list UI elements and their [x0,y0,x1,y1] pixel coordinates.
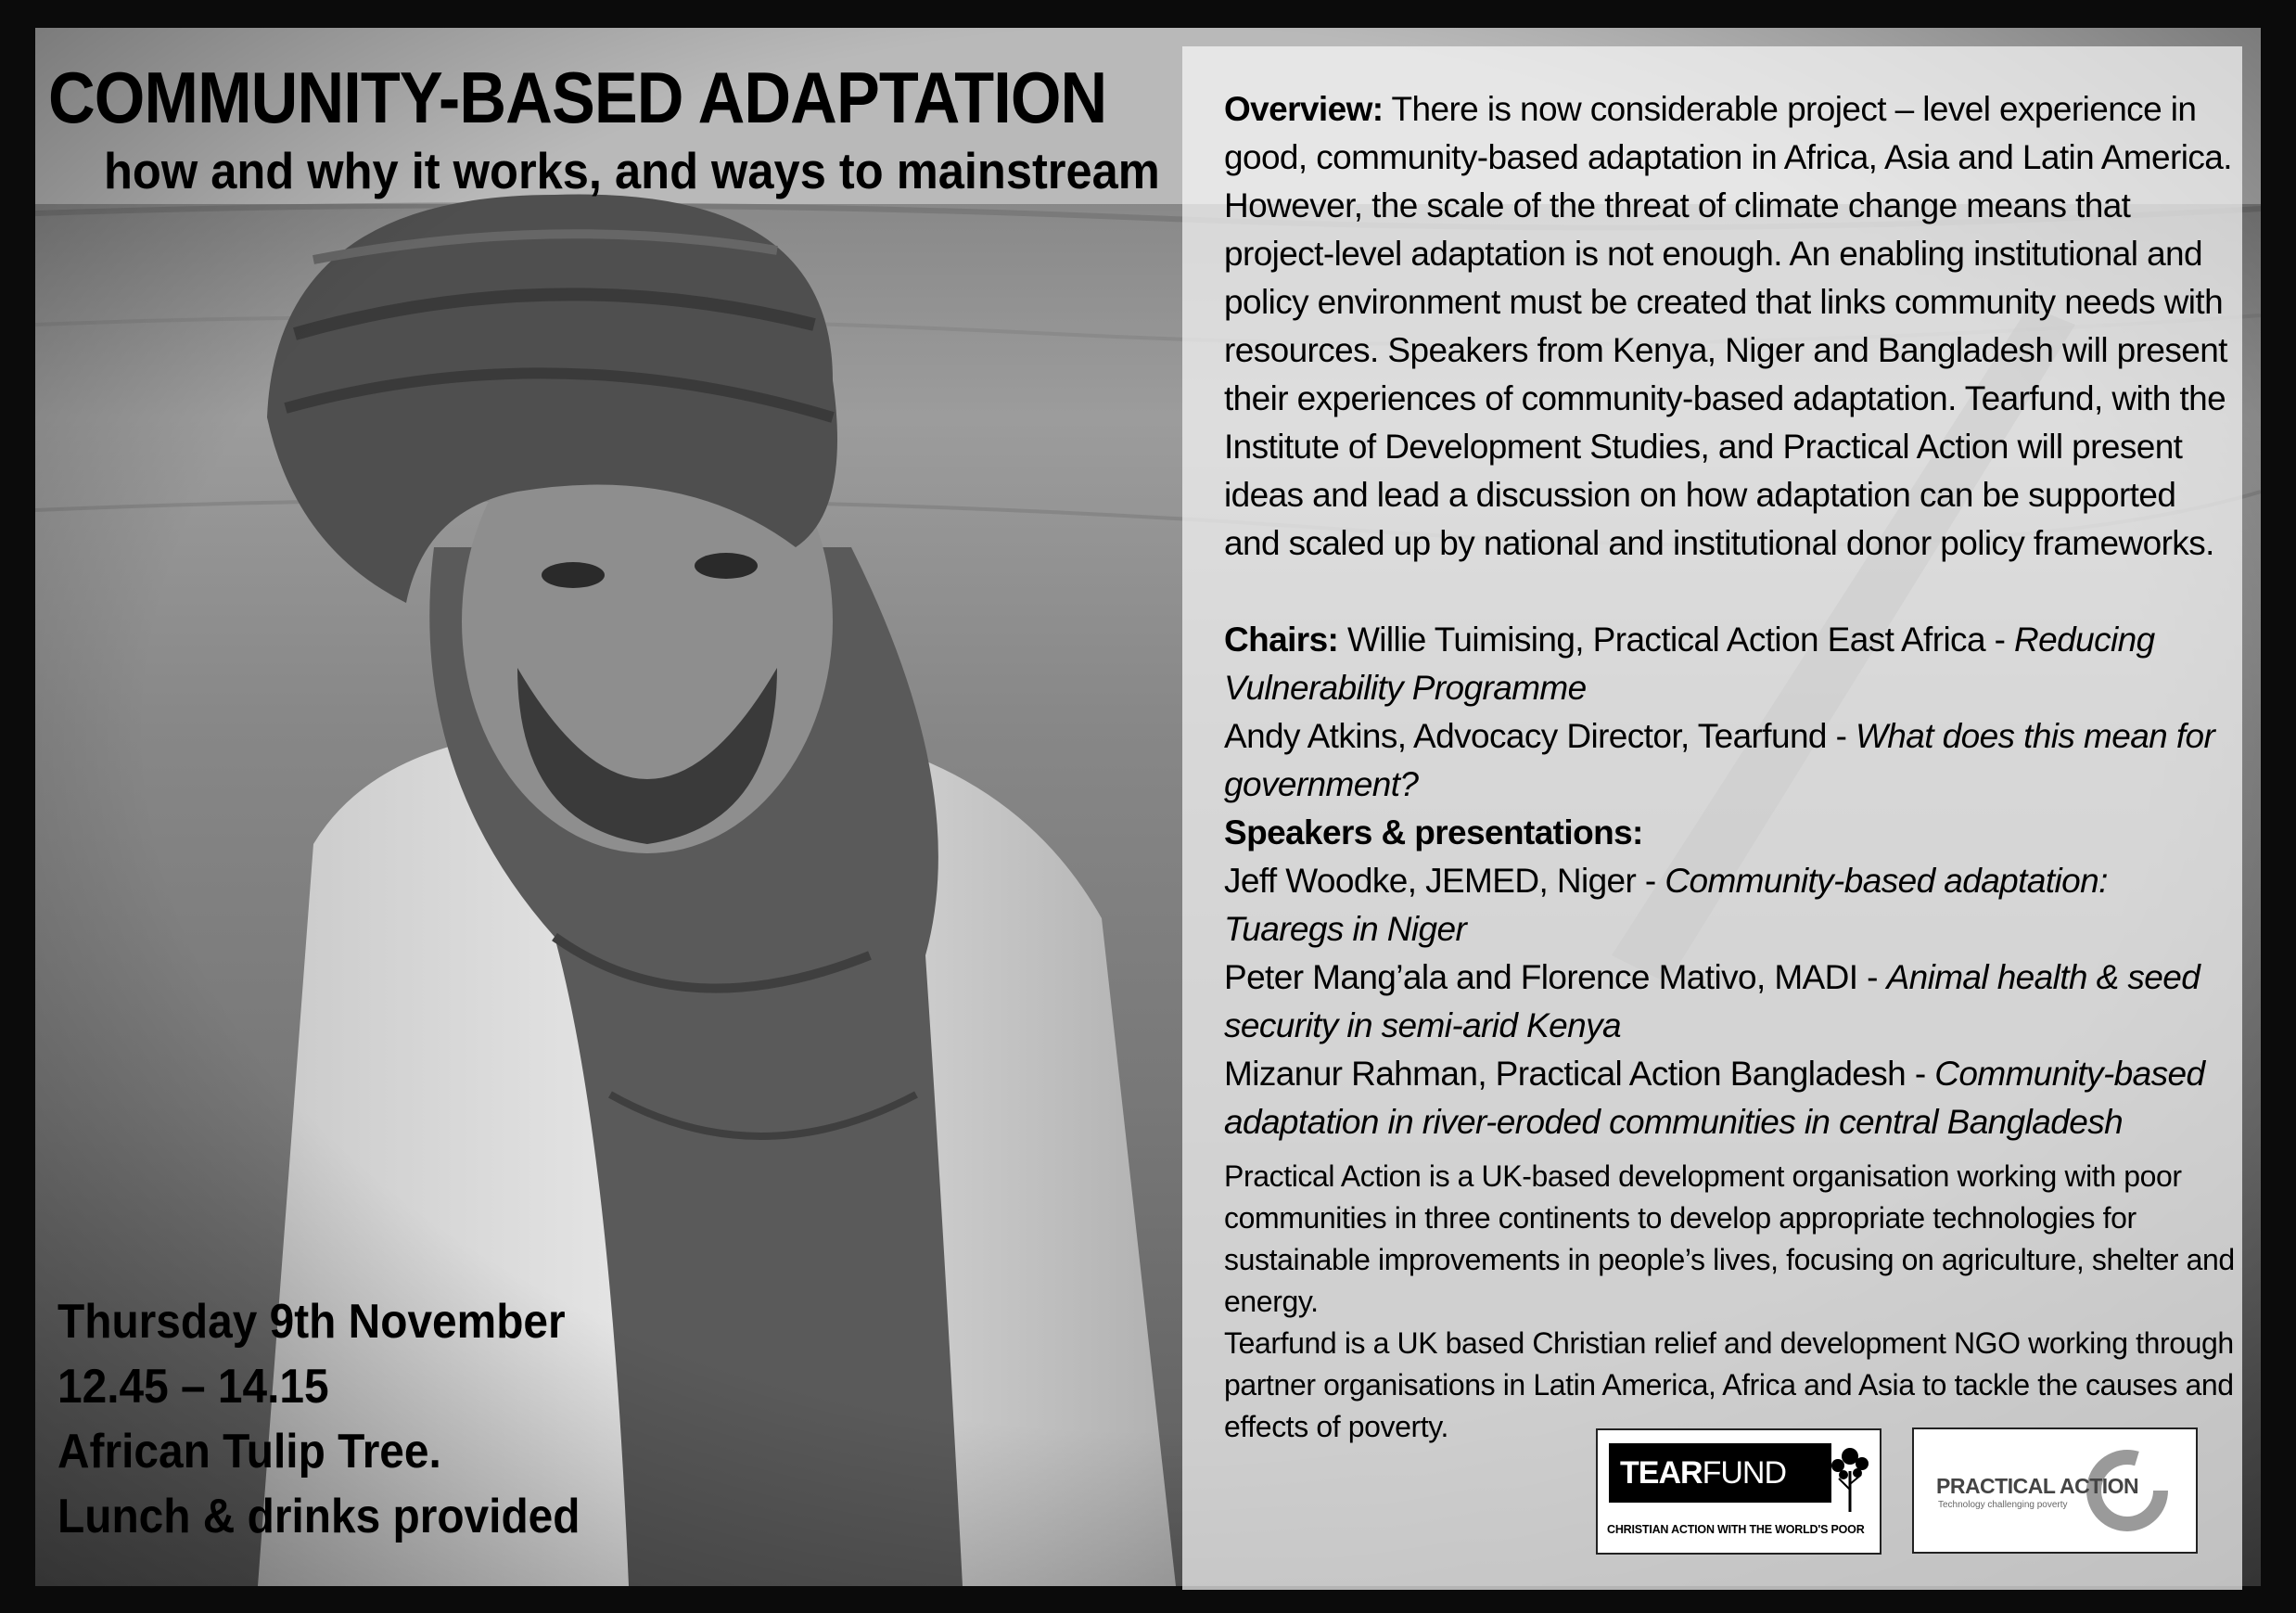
tearfund-wordmark [1609,1443,1831,1503]
speaker-name: Jeff Woodke, JEMED, Niger - [1224,862,1665,900]
speaker-name: Mizanur Rahman, Practical Action Bangladesh - [1224,1055,1935,1093]
speaker-topic: Community-based adaptation in river-eroded communities in central Bangladesh [1224,1055,2205,1141]
chair-item [1224,712,2235,809]
about-tearfund: Tearfund is a UK based Christian relief and development NGO working through partner organisations in Latin America, Africa and Asia to tackle the causes and effects of poverty. [1224,1326,2234,1443]
chair-topic: Reducing Vulnerability Programme [1224,621,2155,707]
tree-icon [1830,1443,1870,1514]
tearfund-logo [1596,1428,1881,1555]
chair-item [1224,616,2235,712]
practical-action-logo [1912,1427,2198,1554]
event-venue: African Tulip Tree. [57,1425,441,1479]
content-column [1224,85,2235,1448]
chairs-label: Chairs: [1224,621,1339,659]
about-practical-action: Practical Action is a UK-based development organisation working with poor communities in three continents to develop appropriate technologies for sustainable improvements in people’s lives, focusing on agriculture, shelter and energy. [1224,1159,2235,1318]
page-title: COMMUNITY-BASED ADAPTATION [48,57,1107,138]
event-date: Thursday 9th November [57,1295,566,1349]
speaker-item [1224,1050,2235,1146]
speaker-item [1224,954,2235,1050]
speakers-label: Speakers & presentations: [1224,813,1643,851]
tearfund-tagline: CHRISTIAN ACTION WITH THE WORLD'S POOR [1607,1523,1865,1536]
chair-name: Andy Atkins, Advocacy Director, Tearfund - [1224,717,1856,755]
speaker-topic: Animal health & seed security in semi-arid Kenya [1224,958,2200,1044]
chair-topic: What does this mean for government? [1224,717,2215,803]
page-subtitle: how and why it works, and ways to mainstream [104,142,1160,199]
practical-action-name: PRACTICAL ACTION [1936,1474,2139,1498]
speaker-item [1224,857,2235,954]
speaker-name: Peter Mang’ala and Florence Mativo, MADI - [1224,958,1887,996]
overview-paragraph [1224,85,2235,568]
speaker-topic: Community-based adaptation: Tuaregs in Niger [1224,862,2108,948]
speakers-heading [1224,809,2235,857]
overview-label: Overview: [1224,90,1384,128]
practical-action-tagline: Technology challenging poverty [1938,1500,2068,1510]
event-note: Lunch & drinks provided [57,1490,580,1543]
chair-name: Willie Tuimising, Practical Action East Africa - [1338,621,2015,659]
tearfund-wordmark-tear: TEAR [1620,1455,1703,1491]
overview-text: There is now considerable project – level experience in good, community-based adaptation in Africa, Asia and Latin America. However, the scale of the threat of climate change means that project-level adaptation is not enough. An enabling institutional and policy environment must be created that links community needs with resources. Speakers from Kenya, Niger and Bangladesh will present their experiences of community-based adaptation. Tearfund, with the Institute of Development Studies, and Practical Action will present ideas and lead a discussion on how adaptation can be supported and scaled up by national and institutional donor policy frameworks. [1224,90,2232,562]
event-details [57,1289,580,1549]
tearfund-wordmark-fund: FUND [1702,1455,1786,1491]
event-time: 12.45 – 14.15 [57,1360,329,1414]
